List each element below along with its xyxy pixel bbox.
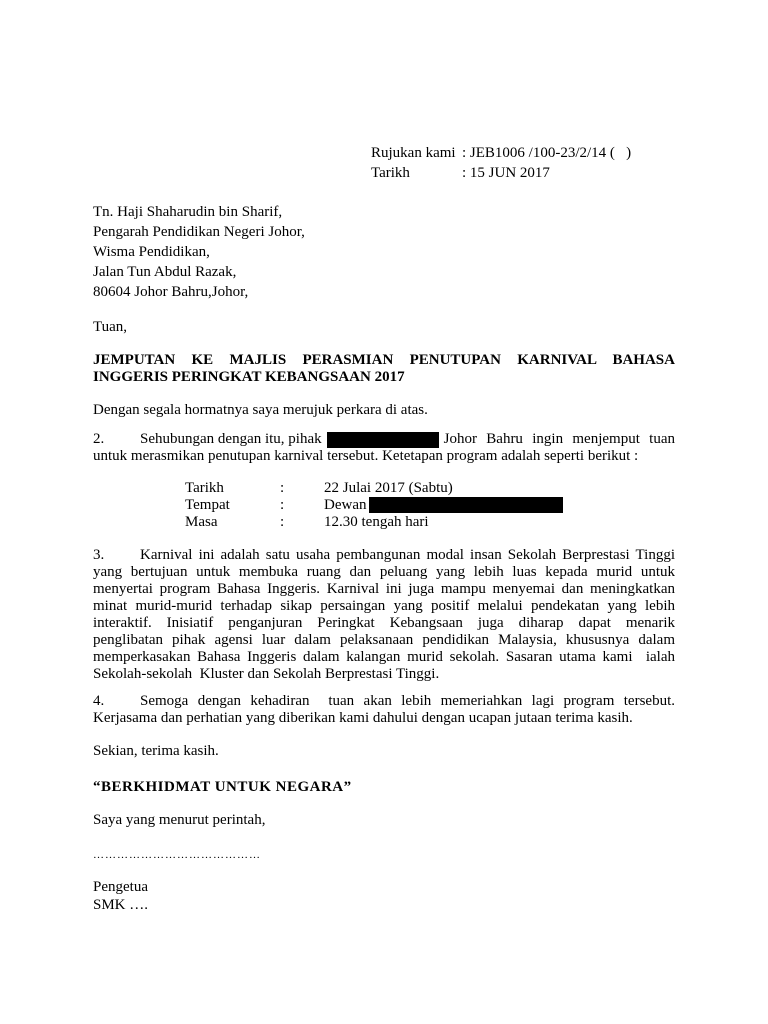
reference-block [371,145,631,185]
reference-label: Rujukan kami [371,145,456,161]
redaction-bar [327,432,439,448]
date-label: Tarikh [371,165,410,181]
paragraph-3-line: memperkasakan Bahasa Inggeris dalam kalangan murid sekolah. Sasaran utama kami ialah [93,649,675,665]
signer-school: SMK …. [93,897,149,913]
recipient-street: Jalan Tun Abdul Razak, [93,264,237,280]
recipient-building: Wisma Pendidikan, [93,244,210,260]
paragraph-2-line-2: untuk merasmikan penutupan karnival tersebut. Ketetapan program adalah seperti berikut : [93,448,639,464]
details-key: Masa [185,514,218,530]
closing-text: Sekian, terima kasih. [93,743,219,759]
details-separator: : [280,514,285,530]
salutation: Tuan, [93,319,128,335]
reference-row [371,145,631,165]
details-key: Tarikh [185,480,224,496]
paragraph-4-line-2: Kerjasama dan perhatian yang diberikan kami dahului dengan ucapan jutaan terima kasih. [93,710,633,726]
motto: “BERKHIDMAT UNTUK NEGARA” [93,779,352,795]
details-value: Dewan [324,497,367,513]
details-key: Tempat [185,497,230,513]
paragraph-3-line: yang bertujuan untuk membuka ruang dan peluang yang lebih luas kepada murid untuk [93,564,675,580]
details-row-venue [185,497,563,514]
paragraph-2 [93,431,675,465]
recipient-address [93,204,305,304]
details-row-date [185,480,563,497]
subject-heading [93,352,675,386]
paragraph-2-text-b: Johor Bahru ingin menjemput tuan [443,431,675,447]
reference-value: : JEB1006 /100-23/2/14 ( ) [462,145,632,161]
paragraph-3-line: menyertai program Bahasa Inggeris. Karnival ini juga mampu menyemai dan meningkatkan [93,581,675,597]
paragraph-3-line: penglibatan pihak agensi luar dalam pelaksanaan pendidikan Malaysia, khususnya dalam [93,632,675,648]
paragraph-2-line-1 [93,431,675,448]
program-details [185,480,563,531]
recipient-position: Pengarah Pendidikan Negeri Johor, [93,224,305,240]
paragraph-3-line: minat murid-murid terhadap sikap persaingan yang positif melalui pendekatan yang lebih [93,598,675,614]
redaction-bar [369,497,563,513]
paragraph-3-line: interaktif. Inisiatif penganjuran Peringkat Kebangsaan juga diharap dapat menarik [93,615,675,631]
subject-line-1: JEMPUTAN KE MAJLIS PERASMIAN PENUTUPAN KARNIVAL BAHASA [93,352,675,368]
paragraph-4-line-1 [93,693,675,710]
subject-line-2: INGGERIS PERINGKAT KEBANGSAAN 2017 [93,369,405,385]
details-row-time [185,514,563,531]
signoff-text: Saya yang menurut perintah, [93,812,266,828]
details-value: 22 Julai 2017 (Sabtu) [324,480,453,496]
recipient-city: 80604 Johor Bahru,Johor, [93,284,249,300]
date-row [371,165,631,185]
paragraph-2-number: 2. [93,431,105,447]
paragraph-3-line-1 [93,547,675,564]
paragraph-4-text: Semoga dengan kehadiran tuan akan lebih memeriahkan lagi program tersebut. [140,693,675,709]
paragraph-3-text: Karnival ini adalah satu usaha pembangunan modal insan Sekolah Berprestasi Tinggi [140,547,675,563]
signer-title: Pengetua [93,879,148,895]
date-value: : 15 JUN 2017 [462,165,550,181]
details-separator: : [280,497,285,513]
signature-line: …………………………………… [93,849,261,861]
paragraph-3 [93,547,675,683]
details-value: 12.30 tengah hari [324,514,429,530]
paragraph-3-number: 3. [93,547,105,563]
recipient-name: Tn. Haji Shaharudin bin Sharif, [93,204,283,220]
paragraph-2-text-a: Sehubungan dengan itu, pihak [140,431,322,447]
paragraph-4 [93,693,675,727]
details-separator: : [280,480,285,496]
intro-paragraph: Dengan segala hormatnya saya merujuk perkara di atas. [93,402,428,418]
paragraph-4-number: 4. [93,693,105,709]
paragraph-3-line: Sekolah-sekolah Kluster dan Sekolah Berprestasi Tinggi. [93,666,440,682]
